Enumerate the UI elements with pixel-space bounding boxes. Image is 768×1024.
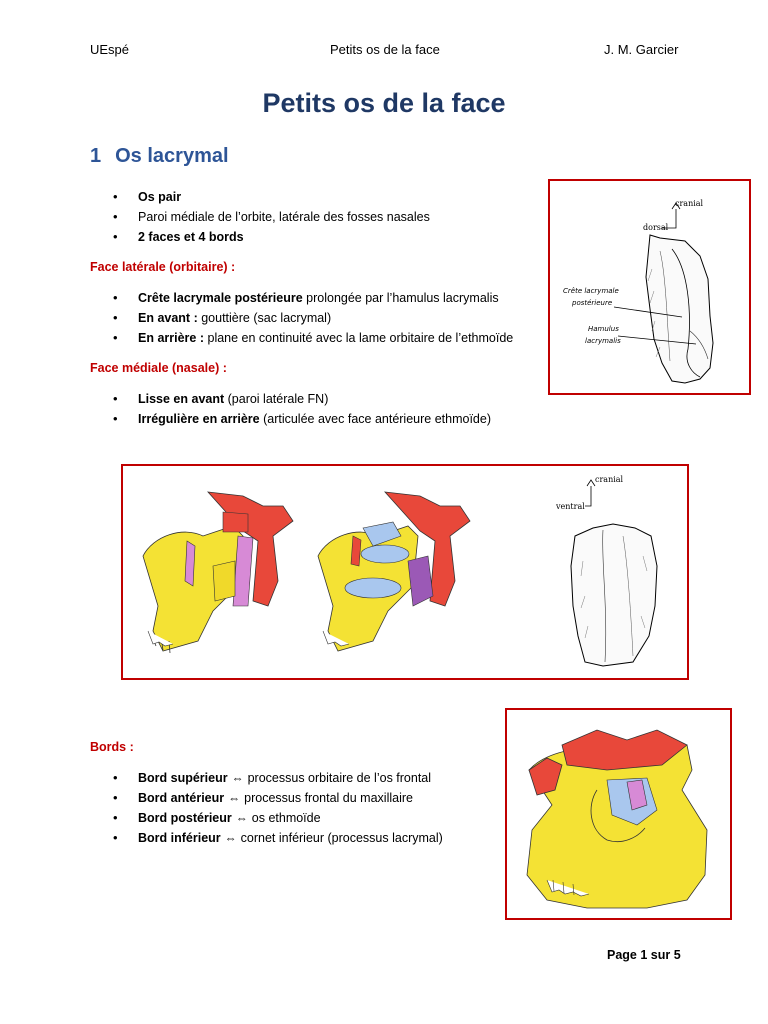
list-item: • 2 faces et 4 bords [113,227,430,247]
section-title: Os lacrymal [115,145,229,167]
double-arrow-icon: ⇔ [231,771,244,785]
header-center: Petits os de la face [330,42,440,57]
list-item: • En arrière : plane en continuité avec la lame orbitaire de l’ethmoïde [113,328,513,348]
figure-orbit-views [121,464,689,680]
borders-heading: Bords : [90,740,134,754]
medial-list [113,389,491,429]
label-ventral: ventral [556,502,585,511]
list-item: • Os pair [113,187,430,207]
lateral-list [113,288,513,348]
label-hamulus-2: lacrymalis [585,337,621,345]
header-right: J. M. Garcier [604,42,679,57]
list-item: • En avant : gouttière (sac lacrymal) [113,308,513,328]
page-title: Petits os de la face [262,88,506,118]
list-item: • Bord postérieur ⇔ os ethmoïde [113,808,443,828]
label-crest-1: Crête lacrymale [563,287,619,295]
section-heading [90,145,229,168]
double-arrow-icon: ⇔ [224,831,237,845]
header-left: UEspé [90,42,130,57]
medial-heading: Face médiale (nasale) : [90,361,227,375]
label-cranial: cranial [675,199,704,208]
figure-orbit-borders [505,708,732,920]
list-item: • Lisse en avant (paroi latérale FN) [113,389,491,409]
section-number: 1 [90,145,102,167]
skull-view-middle-illustration [318,492,470,651]
list-item: • Bord supérieur ⇔ processus orbitaire de l’os frontal [113,768,443,788]
list-item: • Irrégulière en arrière (articulée avec face antérieure ethmoïde) [113,409,491,429]
label-hamulus-1: Hamulus [588,325,619,333]
borders-list [113,768,443,848]
figure-lacrimal-lateral [548,179,751,395]
list-item: • Bord antérieur ⇔ processus frontal du maxillaire [113,788,443,808]
label-crest-2: postérieure [572,299,613,307]
intro-list [113,187,430,247]
list-item: • Crête lacrymale postérieure prolongée par l’hamulus lacrymalis [113,288,513,308]
list-item: • Bord inférieur ⇔ cornet inférieur (processus lacrymal) [113,828,443,848]
label-cranial: cranial [595,475,624,484]
double-arrow-icon: ⇔ [228,791,241,805]
label-dorsal: dorsal [643,223,669,232]
lacrimal-medial-illustration [555,475,657,666]
list-item: • Paroi médiale de l’orbite, latérale des fosses nasales [113,207,430,227]
double-arrow-icon: ⇔ [235,811,248,825]
skull-view-left-illustration [143,492,293,653]
lateral-heading: Face latérale (orbitaire) : [90,260,236,274]
page-number: Page 1 sur 5 [607,948,681,962]
